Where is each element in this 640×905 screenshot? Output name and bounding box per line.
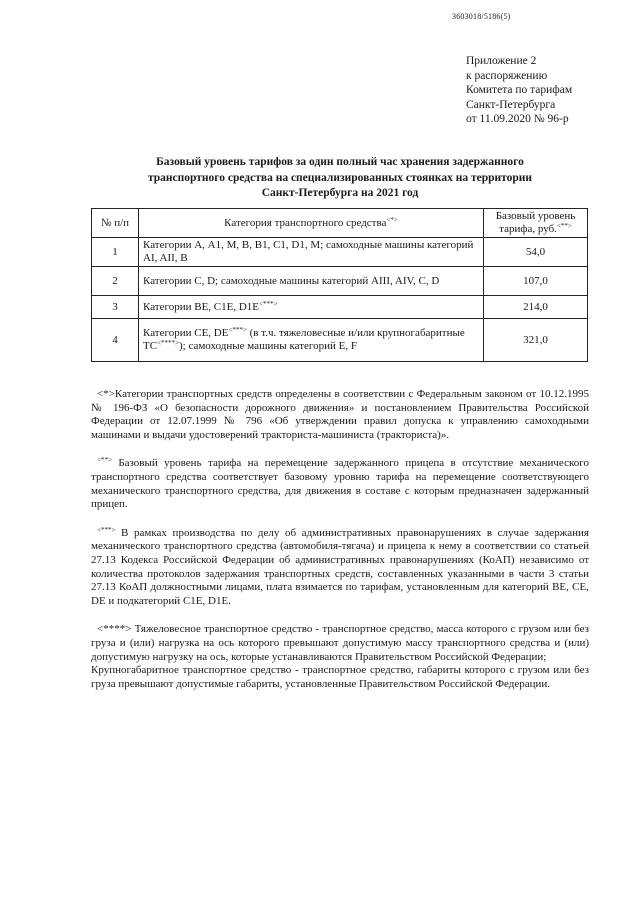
footnote-4 — [91, 623, 589, 691]
table-row — [92, 319, 588, 362]
appendix-line: Приложение 2 — [466, 55, 537, 67]
footnote-2 — [91, 457, 589, 511]
footnote-mark: <*> — [97, 388, 115, 400]
appendix-line: Комитета по тарифам — [466, 84, 573, 96]
footnote-text: Базовый уровень тарифа на перемещение задержанного прицепа в отсутствие механического транспортного средства соответствует базовому уровню тарифа на перемещение соответствующего механического транспортного средства, для движения в составе с которым предназначен задержанный прицеп. — [91, 457, 589, 511]
title-line: транспортного средства на специализированных стоянках на территории — [147, 171, 533, 184]
footnote-ref: <*> — [386, 215, 398, 224]
header-num: № п/п — [92, 209, 139, 238]
table-row — [92, 267, 588, 296]
title-line: Базовый уровень тарифов за один полный час хранения задержанного — [156, 156, 524, 168]
footnote-ref: <***> — [259, 299, 278, 308]
row-price: 214,0 — [484, 296, 588, 319]
appendix-line: Санкт-Петербурга — [466, 98, 556, 111]
table-row — [92, 238, 588, 267]
row-category: Категории BE, C1E, D1E<***> — [139, 296, 484, 319]
row-num: 3 — [92, 296, 139, 319]
row-category: Категории С, D; самоходные машины категорий AIII, AIV, С, D — [139, 267, 484, 296]
footnote-1 — [91, 388, 589, 442]
footnote-text: В рамках производства по делу об административных правонарушениях в случае задержания механического транспортного средства (автомобиля-тягача) и прицепа к нему в соответствии со статьей 27.13 Кодекса Российской Федерации об административных правонарушениях (КоАП) независимо от количества протоколов задержания транспортных средств, составленных указанными в части 3 статьи 27.13 КоАП должностными лицами, плата взимается по тарифам, установленным для категорий BE, CE, DE и подкатегорий C1E, D1E. — [91, 526, 589, 607]
tariff-table — [91, 208, 588, 362]
row-category: Категории А, А1, М, В, В1, С1, D1, M; самоходные машины категорий AI, AII, В — [139, 238, 484, 267]
row-category: Категории CE, DE<***> (в т.ч. тяжеловесные и/или крупногабаритные ТС<****>); самоходные машины категорий Е, F — [139, 319, 484, 362]
row-num: 2 — [92, 267, 139, 296]
header-category — [139, 209, 484, 238]
footnote-mark: <****> — [97, 623, 132, 636]
footnote-3 — [91, 527, 589, 609]
header-category-label: Категория транспортного средства — [224, 216, 387, 229]
appendix-block — [466, 54, 572, 127]
footnote-mark: <***> — [97, 525, 116, 534]
table-header-row — [92, 209, 588, 238]
footnote-mark: <**> — [97, 456, 112, 465]
header-price-line: Базовый уровень — [495, 210, 576, 222]
header-price-line: тарифа, руб.<**> — [499, 222, 572, 235]
row-num: 4 — [92, 319, 139, 362]
document-number: 3603018/5186(5) — [452, 12, 511, 21]
appendix-line: от 11.09.2020 № 96-р — [466, 113, 569, 125]
footnote-text: Категории транспортных средств определены в соответствии с Федеральным законом от 10.12.1995 № 196-ФЗ «О безопасности дорожного движения» и постановлением Правительства Российской Федерации от 12.07.1999 № 796 «Об утверждении правил допуска к управлению самоходными машинами и выдачи удостоверений тракториста-машиниста (тракториста)». — [91, 388, 589, 441]
title-line: Санкт-Петербурга на 2021 год — [261, 187, 419, 199]
row-price: 54,0 — [484, 238, 588, 267]
header-price — [484, 209, 588, 238]
footnote-ref: <**> — [556, 222, 572, 230]
footnote-text: Тяжеловесное транспортное средство - транспортное средство, масса которого с грузом или без груза и (или) нагрузка на ось которого превышают допустимую массу транспортного средства и (или) допустимую нагрузку на ось, которые устанавливаются Правительством Российской Федерации; — [91, 623, 589, 663]
footnote-ref: <****> — [157, 339, 179, 347]
footnotes — [91, 388, 589, 706]
row-num: 1 — [92, 238, 139, 267]
document-title — [100, 155, 580, 202]
table-row — [92, 296, 588, 319]
row-price: 321,0 — [484, 319, 588, 362]
footnote-text: Крупногабаритное транспортное средство - транспортное средство, габариты которого с грузом или без груза превышают допустимые габариты, установленные Правительством Российской Федерации. — [91, 664, 589, 690]
footnote-ref: <***> — [228, 326, 247, 334]
row-price: 107,0 — [484, 267, 588, 296]
appendix-line: к распоряжению — [466, 69, 548, 82]
